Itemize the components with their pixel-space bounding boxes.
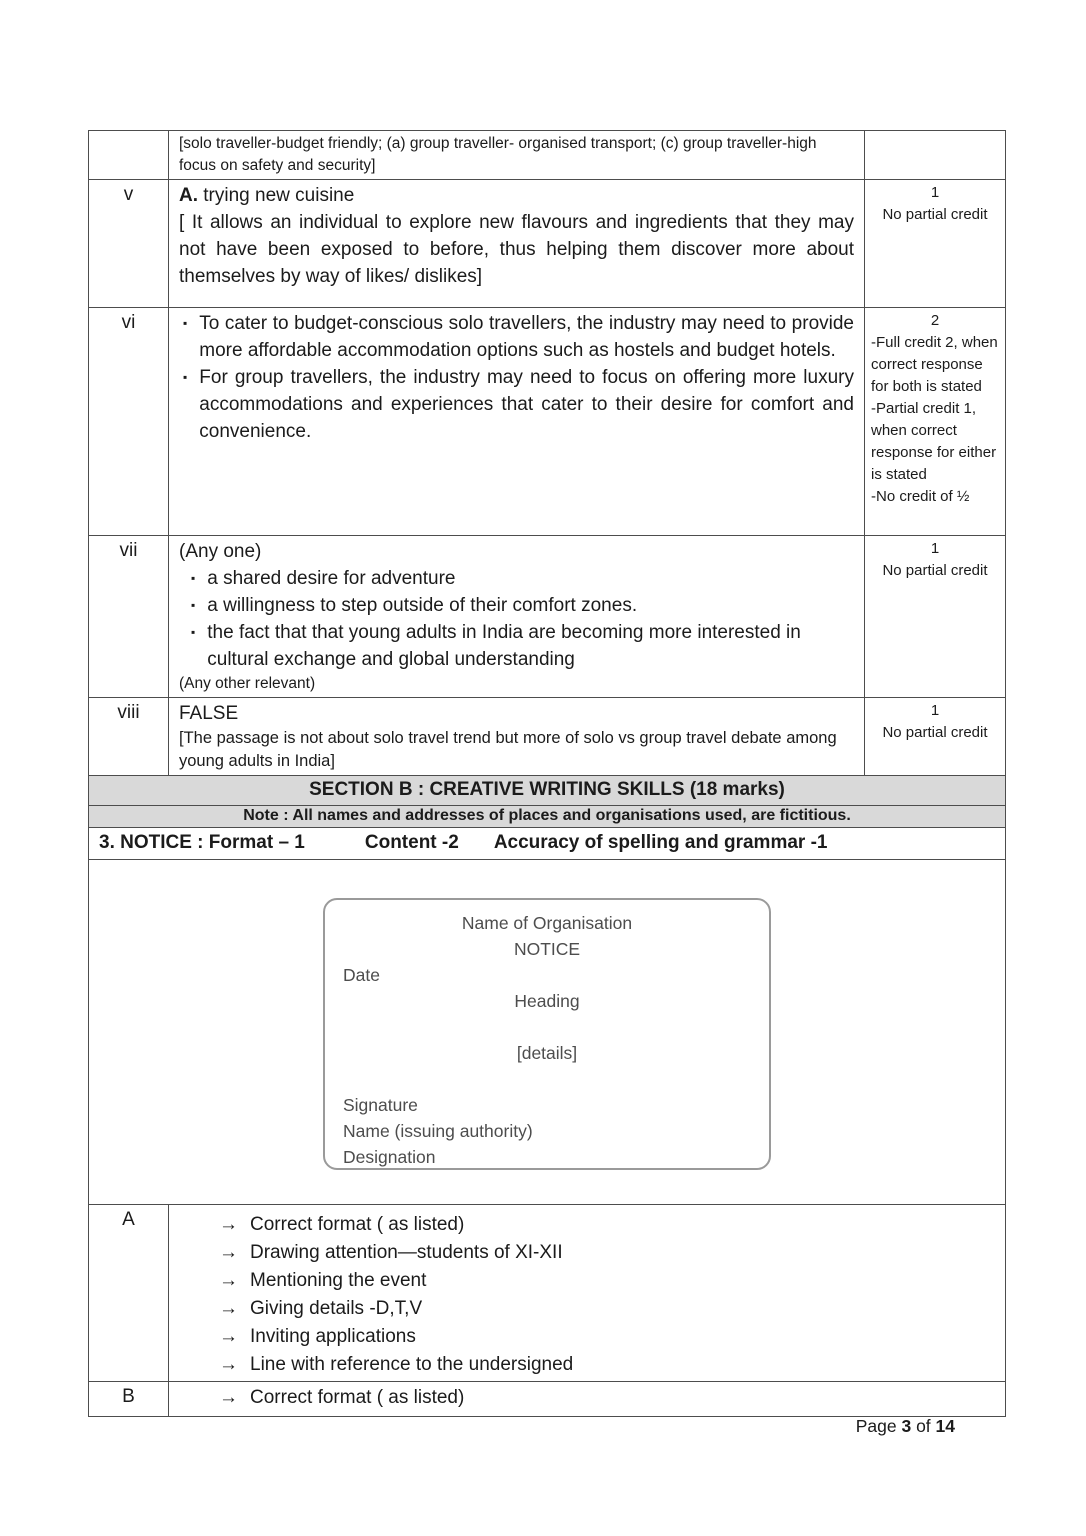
list-item	[219, 1211, 995, 1239]
page-current: 3	[901, 1416, 912, 1436]
list-item	[191, 592, 854, 619]
spacer	[343, 1014, 751, 1040]
list-item	[183, 310, 854, 364]
arrow-icon: →	[219, 1270, 238, 1291]
credit-note: No partial credit	[882, 562, 988, 579]
credit-note: -Full credit 2, when correct response for both is stated	[871, 334, 998, 395]
answer-cell	[169, 180, 865, 308]
notice-format-box	[323, 898, 771, 1170]
question-title: 3. NOTICE : Format – 1	[99, 832, 305, 853]
arrow-icon: →	[219, 1326, 238, 1347]
item-text: Giving details -D,T,V	[250, 1298, 423, 1319]
notice-signature: Signature	[343, 1095, 418, 1115]
spacer	[343, 1066, 751, 1092]
page-label: Page	[855, 1416, 902, 1436]
arrow-icon: →	[219, 1242, 238, 1263]
list-item	[219, 1351, 995, 1379]
question-title-row	[89, 828, 1006, 860]
list-item	[219, 1384, 995, 1412]
credit-note: -Partial credit 1, when correct response for either is stated	[871, 400, 997, 483]
answer-cell	[169, 1205, 1006, 1382]
bullet-text: To cater to budget-conscious solo travellers, the industry may need to provide more affordable accommodation options such as hostels and budget hotels.	[199, 313, 854, 361]
marks-cell	[865, 131, 1006, 180]
square-bullet-icon: ▪	[191, 625, 196, 639]
section-header-row	[89, 776, 1006, 806]
credit-note: -No credit of ½	[871, 488, 970, 505]
bullet-text: For group travellers, the industry may need to focus on offering more luxury accommodations and experiences that cater to their desire for comfort and convenience.	[199, 367, 854, 442]
answer-explanation: [ It allows an individual to explore new flavours and ingredients that they may not have been exposed to before, thus helping them discover more about themselves by way of likes/ dislikes]	[179, 212, 854, 287]
marks-value: 1	[930, 184, 940, 201]
answer-line	[179, 182, 854, 209]
notice-format-row	[89, 860, 1006, 1205]
table-row-continuation	[89, 131, 1006, 180]
question-number: viii	[89, 698, 169, 776]
list-item	[183, 364, 854, 445]
answer-cell	[169, 308, 865, 536]
answer-table	[88, 130, 1006, 1417]
question-number: vi	[89, 308, 169, 536]
question-number: A	[89, 1205, 169, 1382]
arrow-list	[179, 1384, 995, 1412]
question-content-marks: Content -2	[364, 832, 459, 853]
marks-value: 2	[930, 312, 940, 329]
notice-org-line: Name of Organisation	[461, 913, 633, 933]
arrow-icon: →	[219, 1354, 238, 1375]
page-of-label: of	[911, 1416, 936, 1436]
answer-intro: (Any one)	[179, 541, 262, 562]
item-text: Drawing attention—students of XI-XII	[250, 1242, 563, 1263]
list-item	[219, 1295, 995, 1323]
marks-cell	[865, 536, 1006, 698]
marks-cell	[865, 308, 1006, 536]
square-bullet-icon: ▪	[183, 316, 188, 330]
answer-text: FALSE	[179, 703, 239, 724]
notice-issuing-name: Name (issuing authority)	[343, 1121, 533, 1141]
square-bullet-icon: ▪	[191, 598, 196, 612]
answer-cell	[169, 698, 865, 776]
table-row-v	[89, 180, 1006, 308]
item-text: Inviting applications	[250, 1326, 416, 1347]
answer-outro: (Any other relevant)	[179, 675, 316, 692]
arrow-icon: →	[219, 1387, 238, 1408]
notice-title: NOTICE	[513, 939, 581, 959]
item-text: Mentioning the event	[250, 1270, 427, 1291]
page-total: 14	[935, 1416, 955, 1436]
table-row-a	[89, 1205, 1006, 1382]
bullet-text: the fact that that young adults in India are becoming more interested in cultural exchange and global understanding	[207, 622, 801, 670]
notice-date: Date	[343, 965, 380, 985]
bullet-text: a shared desire for adventure	[207, 568, 456, 589]
notice-designation: Designation	[343, 1147, 436, 1167]
answer-explanation: [The passage is not about solo travel trend but more of solo vs group travel debate among young adults in India]	[179, 729, 837, 770]
question-number-cell	[89, 131, 169, 180]
item-text: Correct format ( as listed)	[250, 1387, 465, 1408]
question-accuracy-marks: Accuracy of spelling and grammar -1	[493, 832, 828, 853]
table-row-vii	[89, 536, 1006, 698]
item-text: Line with reference to the undersigned	[250, 1354, 574, 1375]
page-footer	[88, 1416, 1005, 1437]
notice-format-cell	[89, 860, 1006, 1205]
list-item	[219, 1239, 995, 1267]
question-title-cell	[89, 828, 1006, 860]
notice-details: [details]	[516, 1043, 578, 1063]
answer-text: trying new cuisine	[198, 185, 355, 206]
section-note-row	[89, 806, 1006, 828]
marks-cell	[865, 698, 1006, 776]
marks-value: 1	[930, 540, 940, 557]
list-item	[219, 1267, 995, 1295]
section-header: SECTION B : CREATIVE WRITING SKILLS (18 marks)	[89, 776, 1006, 806]
question-number: B	[89, 1382, 169, 1417]
bullet-text: a willingness to step outside of their comfort zones.	[207, 595, 638, 616]
item-text: Correct format ( as listed)	[250, 1214, 465, 1235]
table-row-b	[89, 1382, 1006, 1417]
arrow-icon: →	[219, 1214, 238, 1235]
question-number: v	[89, 180, 169, 308]
continuation-text: [solo traveller-budget friendly; (a) group traveller- organised transport; (c) group traveller-high focus on safety and security]	[179, 135, 817, 174]
notice-heading: Heading	[514, 991, 580, 1011]
square-bullet-icon: ▪	[183, 370, 188, 384]
arrow-icon: →	[219, 1298, 238, 1319]
answer-option: A.	[179, 185, 198, 206]
marks-cell	[865, 180, 1006, 308]
square-bullet-icon: ▪	[191, 571, 196, 585]
section-note: Note : All names and addresses of places and organisations used, are fictitious.	[89, 806, 1006, 828]
answer-cell	[169, 536, 865, 698]
list-item	[191, 619, 854, 673]
answer-cell	[169, 1382, 1006, 1417]
credit-note: No partial credit	[882, 206, 988, 223]
list-item	[191, 565, 854, 592]
table-row-viii	[89, 698, 1006, 776]
arrow-list	[179, 1207, 995, 1379]
credit-note: No partial credit	[882, 724, 988, 741]
list-item	[219, 1323, 995, 1351]
table-row-vi	[89, 308, 1006, 536]
answer-cell	[169, 131, 865, 180]
marks-value: 1	[930, 702, 940, 719]
question-number: vii	[89, 536, 169, 698]
